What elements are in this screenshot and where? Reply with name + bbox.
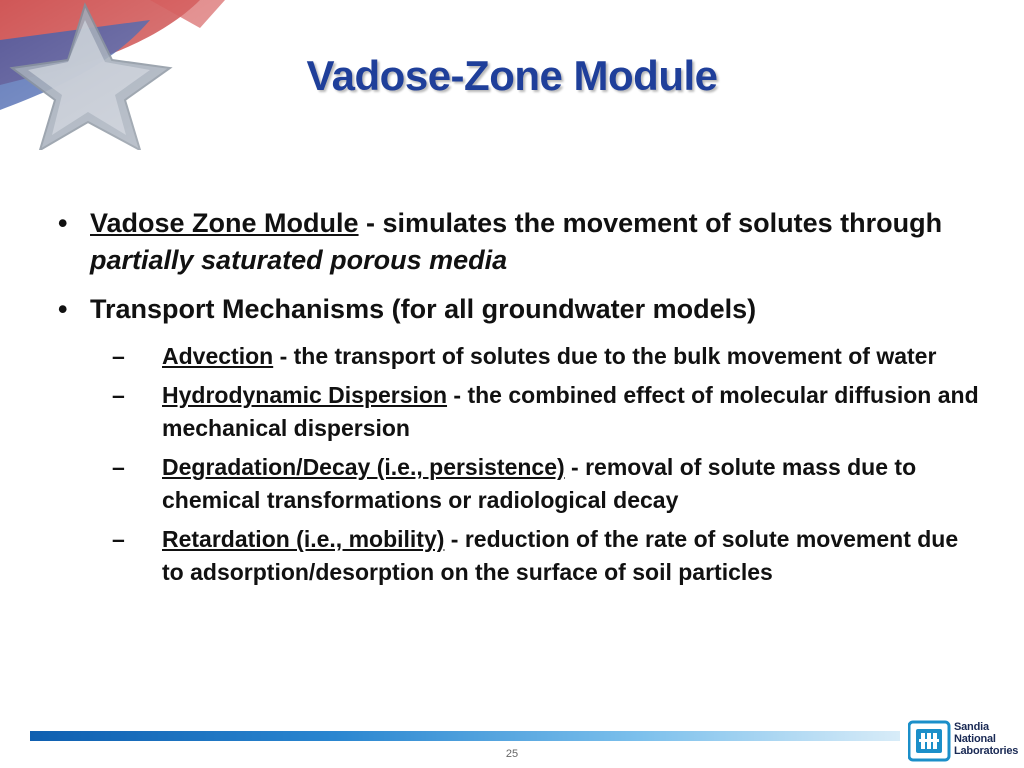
sub-bullet-advection — [112, 340, 986, 373]
slide-title: Vadose-Zone Module — [306, 52, 718, 99]
logo-line-3: Laboratories — [954, 745, 1019, 757]
dash-marker: – — [112, 454, 125, 480]
dash-marker: – — [112, 382, 125, 408]
dash-marker: – — [112, 526, 125, 552]
bullet-text: - simulates the movement of solutes through — [358, 208, 943, 238]
sub-bullet-term: Hydrodynamic Dispersion — [162, 382, 448, 408]
sub-bullet-term: Advection — [162, 343, 274, 369]
bullet-transport-mechanisms — [56, 291, 986, 328]
bullet-term: Vadose Zone Module — [90, 208, 359, 238]
page-number: 25 — [505, 748, 519, 760]
sub-bullet-hydrodynamic-dispersion — [112, 379, 986, 445]
sub-bullet-retardation — [112, 523, 986, 589]
sub-bullet-text: - the transport of solutes due to the bulk movement of water — [273, 343, 937, 369]
bullet-vadose-zone-module — [56, 205, 986, 279]
slide-content — [56, 205, 986, 595]
dash-marker: – — [112, 343, 125, 369]
sandia-logo-text — [954, 721, 1018, 757]
sub-bullet-text: - reduction of the rate of solute movement due to adsorption/desorption on the surface of soil particles — [162, 526, 959, 585]
footer-rule — [30, 731, 900, 741]
bullet-italic-text: partially saturated porous media — [90, 245, 508, 275]
logo-line-1: Sandia — [954, 721, 989, 733]
sub-bullet-term: Retardation (i.e., mobility) — [162, 526, 445, 552]
logo-line-2: National — [954, 733, 996, 745]
bullet-marker: • — [58, 208, 68, 238]
bullet-text: Transport Mechanisms (for all groundwater models) — [90, 294, 757, 324]
sub-bullet-term: Degradation/Decay (i.e., persistence) — [162, 454, 565, 480]
bullet-marker: • — [58, 294, 68, 324]
sub-bullet-degradation-decay — [112, 451, 986, 517]
sub-bullet-text: - removal of solute mass due to chemical transformations or radiological decay — [162, 454, 917, 513]
sub-bullet-text: - the combined effect of molecular diffusion and mechanical dispersion — [162, 382, 979, 441]
